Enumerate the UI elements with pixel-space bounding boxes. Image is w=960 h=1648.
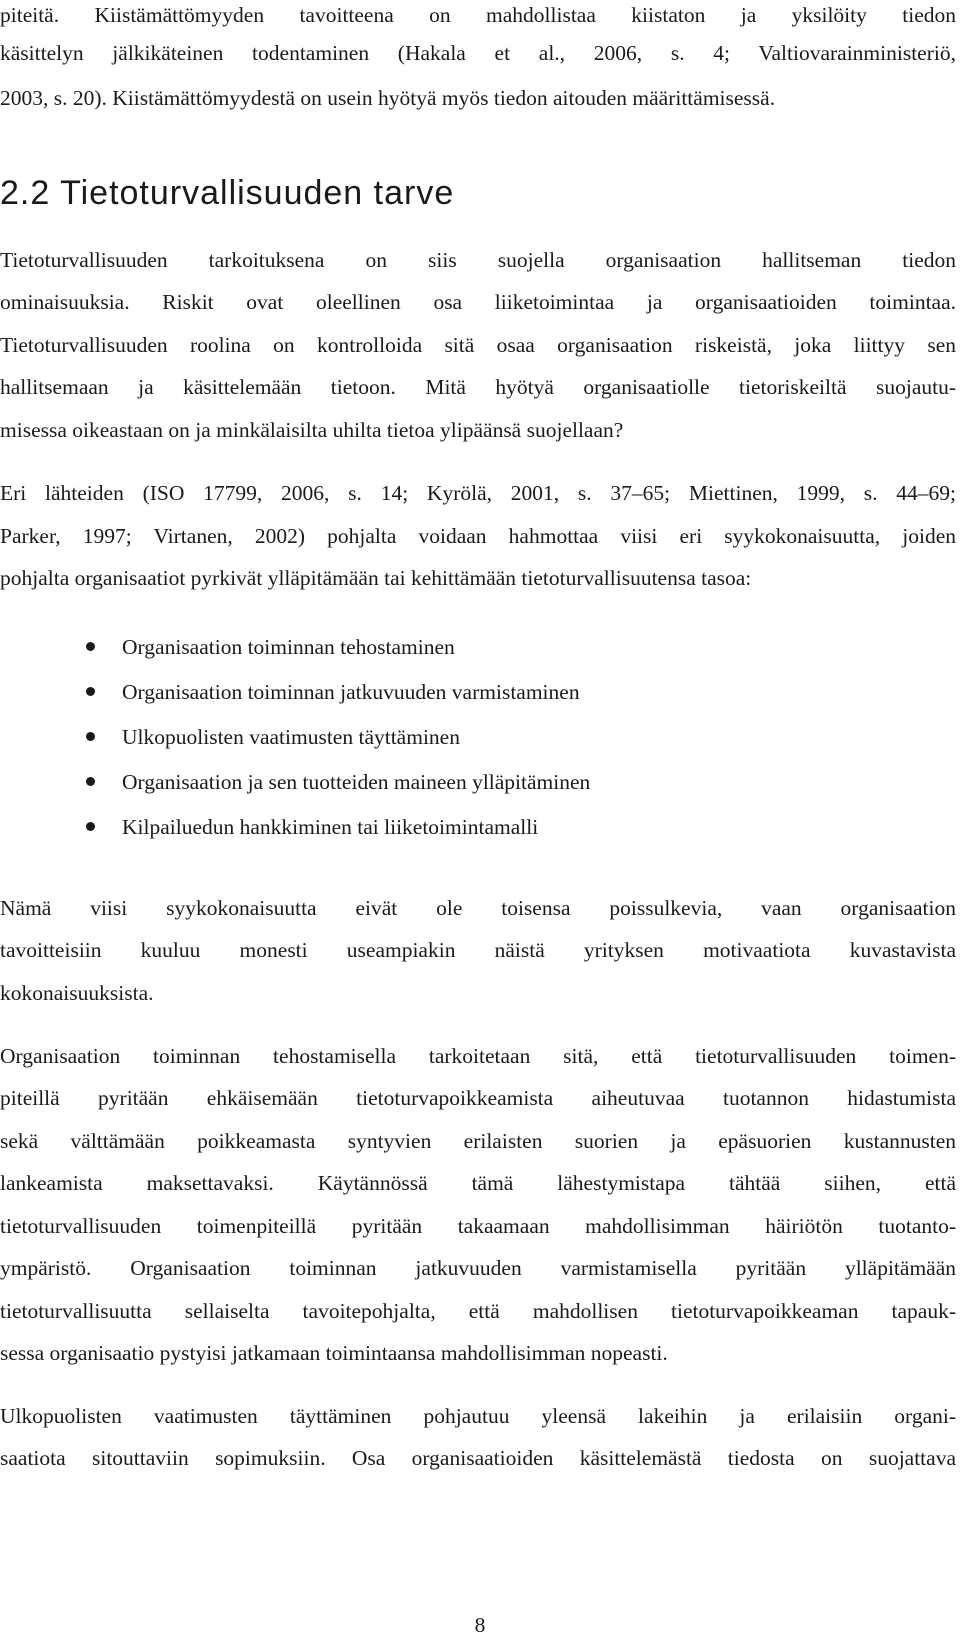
list-item: Organisaation toiminnan jatkuvuuden varmistaminen [122,680,580,704]
body-text-line: piteillä pyritään ehkäisemään tietoturvapoikkeamista aiheutuvaa tuotannon hidastumista [0,1086,956,1110]
list-item: Kilpailuedun hankkiminen tai liiketoimintamalli [122,815,539,839]
body-text-line: piteitä. Kiistämättömyyden tavoitteena on mahdollistaa kiistaton ja yksilöity tiedon [0,3,956,27]
body-text-line: Eri lähteiden (ISO 17799, 2006, s. 14; Kyrölä, 2001, s. 37–65; Miettinen, 1999, s. 44–69; [0,481,956,505]
body-text-line: tietoturvallisuuden toimenpiteillä pyritään takaamaan mahdollisimman häiriötön tuotanto- [0,1214,956,1238]
body-text-line: Ulkopuolisten vaatimusten täyttäminen pohjautuu yleensä lakeihin ja erilaisiin organi- [0,1404,956,1428]
body-text-line: tietoturvallisuutta sellaiselta tavoitepohjalta, että mahdollisen tietoturvapoikkeaman tapauk- [0,1299,956,1323]
body-text-line: pohjalta organisaatiot pyrkivät ylläpitämään tai kehittämään tietoturvallisuutensa tasoa: [0,566,752,590]
body-text-line: kokonaisuuksista. [0,981,154,1005]
bullet-icon [86,687,95,696]
body-text-line: tavoitteisiin kuuluu monesti useampiakin näistä yrityksen motivaatiota kuvastavista [0,938,956,962]
bullet-icon [86,642,95,651]
list-item: Ulkopuolisten vaatimusten täyttäminen [122,725,460,749]
body-text-line: saatiota sitouttaviin sopimuksiin. Osa organisaatioiden käsittelemästä tiedosta on suojattava [0,1446,956,1470]
body-text-line: lankeamista maksettavaksi. Käytännössä tämä lähestymistapa tähtää siihen, että [0,1171,956,1195]
body-text-line: ympäristö. Organisaation toiminnan jatkuvuuden varmistamisella pyritään ylläpitämään [0,1256,956,1280]
list-item: Organisaation ja sen tuotteiden maineen ylläpitäminen [122,770,591,794]
body-text-line: käsittelyn jälkikäteinen todentaminen (Hakala et al., 2006, s. 4; Valtiovarainministeriö, [0,41,956,65]
page-number: 8 [474,1613,486,1637]
bullet-icon [86,732,95,741]
list-item: Organisaation toiminnan tehostaminen [122,635,455,659]
body-text-line: sessa organisaatio pystyisi jatkamaan toimintaansa mahdollisimman nopeasti. [0,1341,668,1365]
body-text-line: hallitsemaan ja käsittelemään tietoon. Mitä hyötyä organisaatiolle tietoriskeiltä suojautu- [0,375,956,399]
body-text-line: ominaisuuksia. Riskit ovat oleellinen osa liiketoimintaa ja organisaatioiden toimintaa. [0,290,956,314]
body-text-line: Nämä viisi syykokonaisuutta eivät ole toisensa poissulkevia, vaan organisaation [0,896,956,920]
body-text-line: 2003, s. 20). Kiistämättömyydestä on usein hyötyä myös tiedon aitouden määrittämisessä. [0,86,776,110]
body-text-line: misessa oikeastaan on ja minkälaisilta uhilta tietoa ylipäänsä suojellaan? [0,418,624,442]
body-text-line: Tietoturvallisuuden roolina on kontrolloida sitä osaa organisaation riskeistä, joka liittyy sen [0,333,956,357]
body-text-line: sekä välttämään poikkeamasta syntyvien erilaisten suorien ja epäsuorien kustannusten [0,1129,956,1153]
body-text-line: Parker, 1997; Virtanen, 2002) pohjalta voidaan hahmottaa viisi eri syykokonaisuutta, joiden [0,524,956,548]
body-text-line: Tietoturvallisuuden tarkoituksena on siis suojella organisaation hallitseman tiedon [0,248,956,272]
bullet-icon [86,777,95,786]
body-text-line: Organisaation toiminnan tehostamisella tarkoitetaan sitä, että tietoturvallisuuden toimen- [0,1044,956,1068]
section-heading: 2.2 Tietoturvallisuuden tarve [0,174,455,212]
bullet-icon [86,822,95,831]
